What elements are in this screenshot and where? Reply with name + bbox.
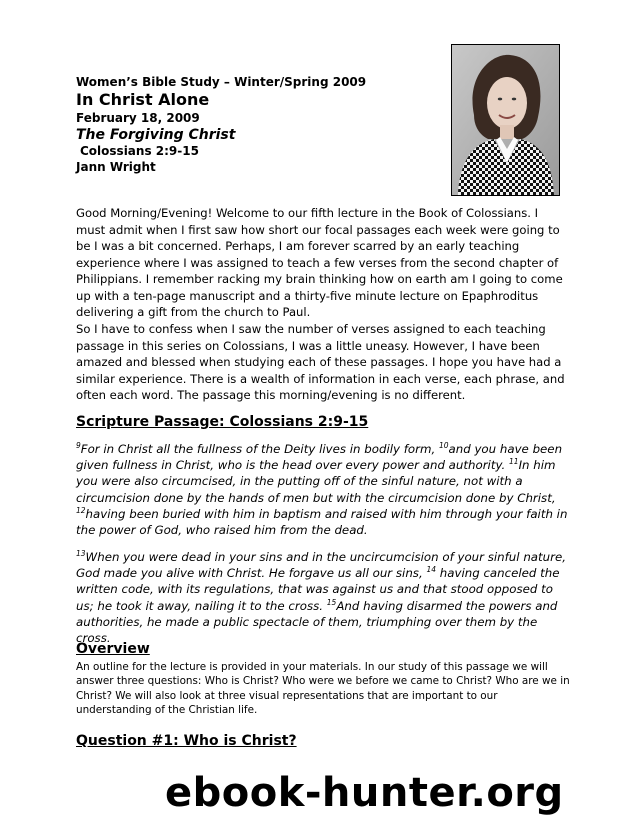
verse-text: and you have been given fullness in Christ, who is the head over every power and authority. [76, 442, 563, 473]
verse-text: And having disarmed the powers and authorities, he made a public spectacle of them, triumphing over them by the cross. [76, 598, 558, 646]
question-1-heading: Question #1: Who is Christ? [76, 733, 297, 749]
overview-heading: Overview [76, 641, 150, 657]
intro-paragraph-2: So I have to confess when I saw the number of verses assigned to each teaching passage in this series on Colossians, I was a little uneasy. However, I have been amazed and blessed when studying each of these passages. I hope you have had a similar experience. There is a wealth of information in each verse, each phrase, and often each word. The passage this morning/evening is no different. [76, 322, 565, 402]
verse-number: 15 [326, 597, 337, 607]
verse-text: In him you were also circumcised, in the putting off of the sinful nature, not with a circumcision done by the hands of men but with the circumcision done by Christ, [76, 458, 556, 505]
lecture-date: February 18, 2009 [76, 111, 200, 125]
verse-number: 11 [509, 457, 519, 467]
verse-number: 14 [426, 565, 437, 575]
intro-paragraph-1: Good Morning/Evening! Welcome to our fifth lecture in the Book of Colossians. I must admit when I first saw how short our focal passages each week were going to be I was a bit concerned. Perhaps, I am forever scarred by an early teaching experience where I was assigned to teach a few verses from the second chapter of Philippians. I remember racking my brain thinking how on earth am I going to come up with a ten-page manuscript and a thirty-five minute lecture on Epaphroditus delivering a gift from the church to Paul. [76, 206, 563, 319]
author-name: Jann Wright [76, 160, 156, 174]
scripture-heading: Scripture Passage: Colossians 2:9-15 [76, 414, 369, 430]
verse-text: having canceled the written code, with its regulations, that was against us and that stood opposed to us; he took it away, nailing it to the cross. [76, 566, 560, 613]
series-title: Women’s Bible Study – Winter/Spring 2009 [76, 75, 367, 89]
scripture-passage-2 [76, 549, 568, 646]
document-header [76, 74, 436, 175]
verse-text: having been buried with him in baptism and raised with him through your faith in the power of God, who raised him from the dead. [76, 506, 568, 538]
verse-number: 9 [76, 441, 81, 451]
verse-text: For in Christ all the fullness of the Deity lives in bodily form, [80, 442, 439, 456]
scripture-reference: Colossians 2:9-15 [80, 144, 199, 158]
verse-number: 13 [76, 549, 86, 559]
study-title: In Christ Alone [76, 90, 210, 109]
overview-paragraph: An outline for the lecture is provided in your materials. In our study of this passage we will answer three questions: Who is Christ? Who were we before we came to Christ? Who are we in Christ? We will also look at three visual representations that are important to our understanding of the Christian life. [76, 661, 570, 716]
verse-text: When you were dead in your sins and in the uncircumcision of your sinful nature, God made you alive with Christ. He forgave us all our sins, [76, 550, 566, 581]
watermark: ebook-hunter.org [165, 770, 564, 816]
verse-number: 12 [76, 505, 86, 515]
portrait-image [452, 45, 559, 195]
scripture-passage-1 [76, 441, 568, 538]
lecture-title: The Forgiving Christ [76, 127, 236, 143]
verse-number: 10 [438, 441, 449, 451]
author-photo [451, 44, 560, 196]
